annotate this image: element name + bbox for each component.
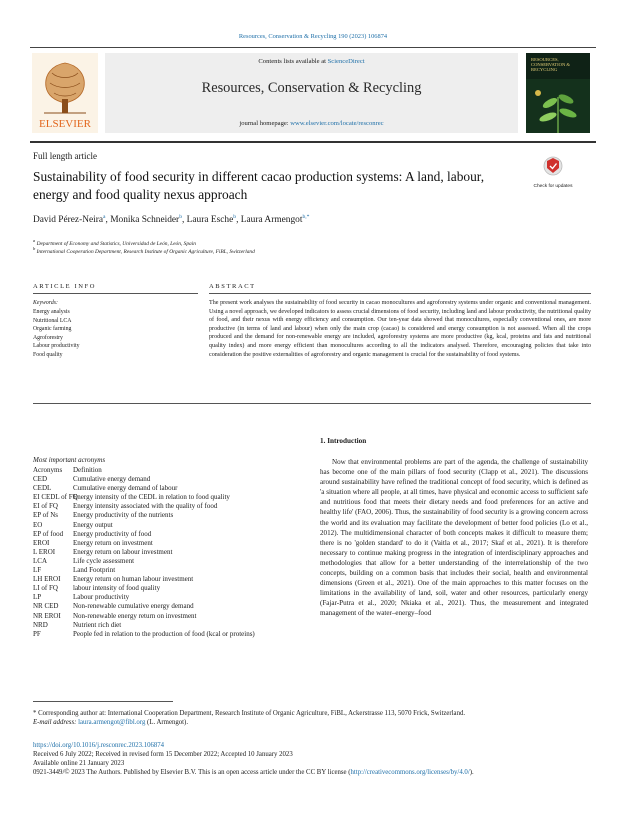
acronyms-heading: Most important acronyms (33, 456, 106, 464)
acronym-definition: Energy output (73, 520, 113, 529)
article-info-rule (33, 293, 198, 294)
copyright-end: ). (469, 769, 474, 776)
keyword: Organic farming (33, 326, 72, 332)
acronym-row (33, 584, 305, 593)
abstract-heading: ABSTRACT (209, 283, 256, 290)
article-info-heading: ARTICLE INFO (33, 283, 97, 290)
author-affil-sup[interactable]: b (179, 214, 182, 220)
keywords-label: Keywords: (33, 300, 58, 306)
acronym-definition: Land Footprint (73, 566, 116, 575)
email-note (33, 719, 593, 726)
acronym-definition: Energy intensity of the CEDL in relation to food quality (73, 493, 230, 502)
email-suffix: (L. Armengot). (145, 719, 189, 726)
contents-line (105, 58, 518, 65)
acronym-definition: People fed in relation to the production of food (kcal or proteins) (73, 629, 255, 638)
keyword: Agroforestry (33, 334, 63, 341)
acronym-row (33, 475, 305, 484)
keyword: Food quality (33, 351, 63, 358)
abstract-bottom-rule (33, 403, 591, 404)
acronyms-table (33, 466, 305, 639)
author-list: David Pérez-Neira$^a$, Monika Schneider$^b$, Laura Esche$^b$, Laura Armengot$^{b,*}$ (33, 214, 310, 226)
affiliation-text: International Cooperation Department, Research Institute of Organic Agriculture, FiBL, Switzerland (36, 248, 255, 255)
acronym-abbr: LP (33, 593, 42, 602)
acronym-abbr: EO (33, 520, 43, 529)
homepage-link[interactable]: www.elsevier.com/locate/resconrec (290, 120, 384, 127)
acronym-row (33, 493, 305, 502)
acronym-row (33, 511, 305, 520)
homepage-prefix: journal homepage: (239, 120, 291, 127)
acronym-abbr: Acronyms (33, 466, 63, 474)
acronym-definition: Energy return on human labour investment (73, 575, 194, 584)
header-bottom-rule (30, 141, 596, 143)
sciencedirect-link[interactable]: ScienceDirect (327, 58, 365, 65)
corresponding-label: * Corresponding author at: (33, 710, 107, 717)
footnote-rule (33, 701, 173, 702)
acronym-abbr: EI CEDL of FQ (33, 493, 78, 502)
acronym-definition: Energy intensity associated with the quality of food (73, 502, 218, 511)
acronym-row (33, 539, 305, 548)
abstract-text: The present work analyses the sustainability of food security in cacao monocultures and agroforestry systems under organic and conventional management. Using a novel approach, we developed indicators to assess crucial dimensions of food security, including land and labour productivity, the nutritional quality of food, and their nexus with energy efficiency and consumption. Our ten-year data showed that monocultures, especially conventional ones, are more productive (in terms of land and labour) when only the main crop (cacao) is considered and energy consumption is not assessed. When all the crops produced and the demand for non-renewable energy are included, agroforestry systems are more productive (kg, kcal, proteins and fats and nutritional quality index) and more energy efficient than monocultures according to all the indicators analysed. Therefore, encouraging policies that take into consideration the positive externalities of agroforestry and organic management is crucial for the sustainability of food systems. (209, 300, 592, 358)
acronym-row (33, 566, 305, 575)
acronym-row (33, 548, 305, 557)
email-link[interactable]: laura.armengot@fibl.org (78, 719, 146, 726)
acronym-row (33, 621, 305, 630)
acronym-abbr: EI of FQ (33, 502, 58, 511)
acronym-definition: Definition (73, 466, 102, 474)
acronym-abbr: PF (33, 629, 41, 638)
acronym-abbr: EP of Ns (33, 511, 59, 520)
header-top-rule (30, 47, 596, 48)
keyword: Nutritional LCA (33, 317, 72, 324)
acronym-row (33, 575, 305, 584)
acronym-row (33, 521, 305, 530)
acronym-definition: Energy productivity of food (73, 529, 152, 538)
available-online: Available online 21 January 2023 (33, 760, 125, 767)
check-updates-label: Check for updates (533, 184, 573, 189)
introduction-body (320, 457, 588, 619)
corresponding-text: International Cooperation Department, Research Institute of Organic Agriculture, FiBL, Ackerstrasse 113, 5070 Frick, Switzerland. (106, 710, 466, 717)
affiliation (33, 246, 255, 255)
acronym-definition: Labour productivity (73, 593, 130, 602)
acronym-abbr: LCA (33, 556, 47, 565)
acronym-definition: Non-renewable energy return on investment (73, 611, 197, 620)
check-updates-icon (532, 155, 574, 179)
elsevier-wordmark: ELSEVIER (39, 118, 91, 130)
acronym-abbr: NR CED (33, 602, 59, 611)
acronym-abbr: CED (33, 475, 47, 484)
acronym-definition: Life cycle assessment (73, 556, 135, 565)
acronym-definition: Non-renewable cumulative energy demand (73, 602, 194, 611)
acronym-row (33, 557, 305, 566)
acronyms-header-row (33, 466, 305, 475)
email-label: E-mail address: (33, 719, 77, 726)
journal-cover[interactable] (526, 53, 590, 133)
journal-citation[interactable]: Resources, Conservation & Recycling 190 (2023) 106874 (238, 33, 388, 40)
copyright-text: 0921-3449/© 2023 The Authors. Published by Elsevier B.V. This is an open access article under the CC BY license ( (33, 769, 351, 776)
keyword-list (33, 308, 80, 359)
author-affil-sup[interactable]: b,* (302, 214, 310, 220)
acronym-abbr: LI of FQ (33, 584, 58, 593)
acronym-row (33, 502, 305, 511)
acronym-abbr: LF (33, 566, 42, 575)
acronym-row (33, 530, 305, 539)
copyright-line (33, 769, 474, 776)
author-affil-sup[interactable]: b (233, 214, 237, 220)
acronym-row (33, 484, 305, 493)
acronym-abbr: L EROI (33, 547, 56, 556)
introduction-paragraph: Now that environmental problems are part of the agenda, the challenge of sustainability has become one of the main pillars of food security (Clapp et al., 2021). The discussions around sustainability have refined the traditional concept of food security, which is defined as 'a situation where all people, at all times, have physical and economic access to sufficient safe and nutritious food that meets their dietary needs and food preferences for an active and healthy life' (FAO, 2006). Thus, the sustainability of food security is a growing concern across the world and its evaluation may facilitate the development of better food policies (Lo et al., 2012). The multidimensional character of both concepts makes it difficult to measure them; there is no 'golden standard' to do it (Vaitla et al., 2017; Skaf et al., 2021). It is therefore necessary to continue making progress in the integration of interdisciplinary approaches and methodologies that allow for a better understanding of the interrelationship of the two concepts, building on a common basis that includes their social, health and environmental dimensions (Green et al., 2021). One of the main approaches to this matter focuses on the limitations in the availability of land, soil, water and other resources, particularly energy (Fajar-Putra et al., 2020; Nkiaka et al., 2021). Thus, the measurement and integrated management of the water–energy–food (320, 458, 588, 618)
article-type: Full length article (33, 151, 97, 161)
acronym-abbr: EROI (33, 538, 50, 547)
cover-plant-illustration (526, 79, 590, 133)
keyword: Labour productivity (33, 343, 80, 349)
acronym-definition: Energy return on labour investment (73, 547, 173, 556)
author-affil-sup[interactable]: a (103, 214, 106, 220)
acronym-row (33, 593, 305, 602)
acronym-abbr: NRD (33, 620, 48, 629)
affiliation-sup: b (33, 246, 36, 251)
received-dates: Received 6 July 2022; Received in revised form 15 December 2022; Accepted 10 January 2023 (33, 751, 293, 758)
acronym-row (33, 602, 305, 611)
author-name[interactable]: Monika Schneider (110, 215, 180, 226)
article-title: Sustainability of food security in different cacao production systems: A land, labour, energy and food quality nexus approach (33, 169, 485, 202)
affiliation-text: Department of Economy and Statistics, Universidad de León, León, Spain (36, 240, 196, 247)
acronym-abbr: EP of food (33, 529, 64, 538)
cover-title: RESOURCES, CONSERVATION & RECYCLING (531, 57, 570, 73)
author-name[interactable]: Laura Armengot (240, 215, 303, 226)
acronym-definition: Nutrient rich diet (73, 620, 122, 629)
author-name[interactable]: David Pérez-Neira (33, 215, 104, 226)
contents-prefix: Contents lists available at (258, 58, 328, 65)
author-name[interactable]: Laura Esche (186, 215, 234, 226)
acronym-definition: labour intensity of food quality (73, 584, 161, 593)
doi-link[interactable]: https://doi.org/10.1016/j.resconrec.2023.106874 (33, 742, 165, 749)
acronym-definition: Cumulative energy demand of labour (73, 484, 178, 493)
check-for-updates-badge[interactable] (532, 155, 574, 191)
journal-name: Resources, Conservation & Recycling (201, 80, 422, 96)
keyword: Energy analysis (33, 309, 70, 315)
homepage-line (105, 120, 518, 127)
acronym-definition: Cumulative energy demand (73, 475, 151, 484)
elsevier-tree-logo[interactable] (32, 53, 98, 133)
affiliation-sup: a (33, 238, 36, 243)
acronym-row (33, 630, 305, 639)
license-link[interactable]: http://creativecommons.org/licenses/by/4.0/ (350, 769, 470, 776)
acronym-abbr: LH EROI (33, 575, 61, 584)
acronym-abbr: NR EROI (33, 611, 61, 620)
introduction-heading: 1. Introduction (320, 437, 367, 445)
abstract-rule (209, 293, 591, 294)
acronym-definition: Energy return on investment (73, 538, 153, 547)
corresponding-author-note (33, 710, 593, 717)
acronym-abbr: CEDL (33, 484, 52, 493)
acronym-definition: Energy productivity of the nutrients (73, 511, 174, 520)
acronym-row (33, 612, 305, 621)
